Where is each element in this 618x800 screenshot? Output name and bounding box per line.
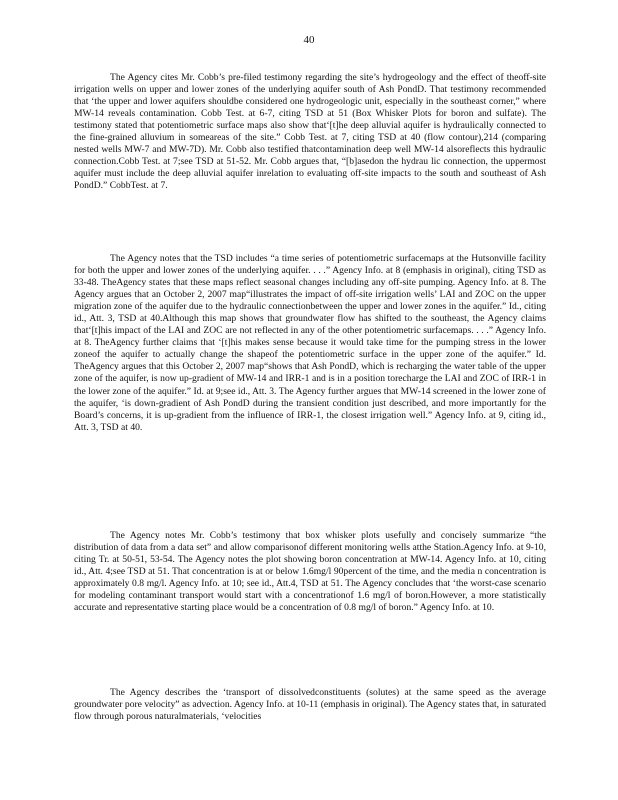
paragraph-1 [74, 72, 546, 192]
paragraph-4-text: The Agency describes the ‘transport of dissolvedconstituents (solutes) at the same speed as the average groundwater pore velocity” as advection. Agency Info. at 10-11 (emphasis in original). The Agency states that, in saturated flow through porous naturalmaterials, ‘velocities [74, 687, 546, 723]
paragraph-2-text: The Agency notes that the TSD includes “a time series of potentiometric surfacemaps at the Hutsonville facility for both the upper and lower zones of the underlying aquifer. . . .” Agency Info. at 8 (emphasis in original), citing TSD as 33-48. TheAgency states that these maps reflect seasonal changes including any off-site pumping. Agency Info. at 8. The Agency argues that an October 2, 2007 map“illustrates the impact of off-site irrigation wells’ LAI and ZOC on the upper migration zone of the aquifer due to the hydraulic connectionbetween the upper and lower zones in the aquifer.” Id., citing id., Att. 3, TSD at 40.Although this map shows that groundwater flow has shifted to the southeast, the Agency claims that‘[t]his impact of the LAI and ZOC are not reflected in any of the other potentiometric surfacemaps. . . .” Agency Info. at 8. TheAgency further claims that ‘[t]his makes sense because it would take time for the pumping stress in the lower zoneof the aquifer to actually change the shapeof the potentiometric surface in the upper zone of the aquifer.” Id. TheAgency argues that this October 2, 2007 map“shows that Ash PondD, which is recharging the water table of the upper zone of the aquifer, is now up-gradient of MW-14 and IRR-1 and is in a position torecharge the LAI and ZOC of IRR-1 in the lower zone of the aquifer.” Id. at 9;see id., Att. 3. The Agency further argues that MW-14 screened in the lower zone of the aquifer, ‘is down-gradient of Ash PondD during the transient condition just described, and more importantly for the Board’s concerns, it is up-gradient from the influence of IRR-1, the closest irrigation well.” Agency Info. at 9, citing id., Att. 3, TSD at 40. [74, 253, 546, 433]
page-number: 40 [303, 34, 315, 46]
paragraph-3 [74, 530, 546, 614]
paragraph-4 [74, 687, 546, 723]
paragraph-1-text: The Agency cites Mr. Cobb’s pre-filed testimony regarding the site’s hydrogeology and the effect of theoff-site irrigation wells on upper and lower zones of the underlying aquifer south of Ash PondD. That testimony recommended that ‘the upper and lower aquifers shouldbe considered one hydrogeologic unit, especially in the southeast corner,” where MW-14 reveals contamination. Cobb Test. at 6-7, citing TSD at 51 (Box Whisker Plots for boron and sulfate). The testimony stated that potentiometric surface maps also show that‘[t]he deep alluvial aquifer is hydraulically connected to the fine-grained alluvium in someareas of the site.” Cobb Test. at 7, citing TSD at 40 (flow contour),214 (comparing nested wells MW-7 and MW-7D). Mr. Cobb also testified thatcontamination deep well MW-14 alsoreflects this hydraulic connection.Cobb Test. at 7;see TSD at 51-52. Mr. Cobb argues that, “[b]asedon the hydrau lic connection, the uppermost aquifer must include the deep alluvial aquifer inrelation to evaluating off-site impacts to the south and southeast of Ash PondD.” CobbTest. at 7. [74, 72, 546, 192]
paragraph-3-text: The Agency notes Mr. Cobb’s testimony that box whisker plots usefully and concisely summarize “the distribution of data from a data set” and allow comparisonof different monitoring wells atthe Station.Agency Info. at 9-10, citing Tr. at 50-51, 53-54. The Agency notes the plot showing boron concentration at MW-14. Agency Info. at 10, citing id., Att. 4;see TSD at 51. That concentration is at or below 1.6mg/l 90percent of the time, and the media n concentration is approximately 0.8 mg/l. Agency Info. at 10; see id., Att.4, TSD at 51. The Agency concludes that ‘the worst-case scenario for modeling contaminant transport would start with a concentrationof 1.6 mg/l of boron.However, a more statistically accurate and representative starting place would be a concentration of 0.8 mg/l of boron.” Agency Info. at 10. [74, 530, 546, 614]
paragraph-2 [74, 253, 546, 434]
